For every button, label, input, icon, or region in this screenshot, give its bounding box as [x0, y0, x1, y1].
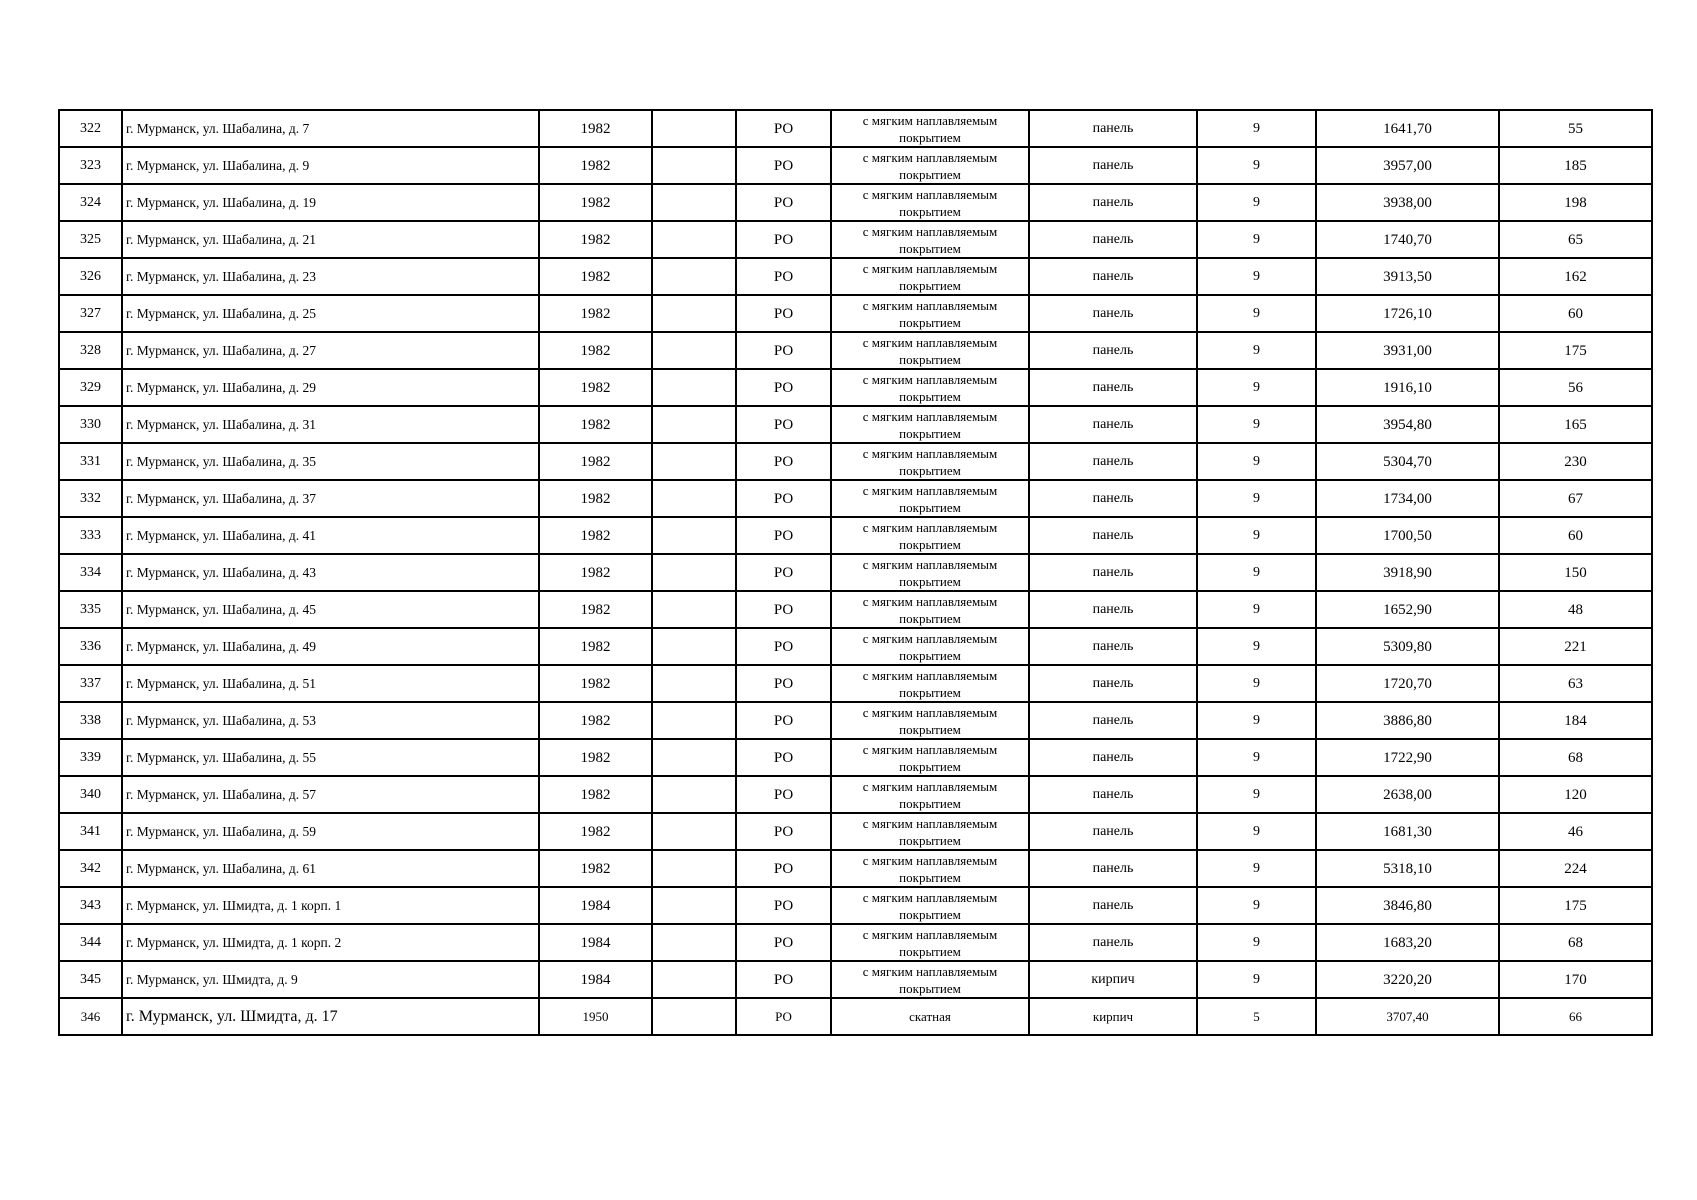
fund-type-cell: РО [736, 406, 831, 443]
row-number-cell: 338 [59, 702, 122, 739]
wall-material-cell: панель [1029, 887, 1197, 924]
area-cell: 1734,00 [1316, 480, 1499, 517]
build-year-cell: 1982 [539, 628, 652, 665]
area-cell: 5309,80 [1316, 628, 1499, 665]
area-cell: 3846,80 [1316, 887, 1499, 924]
wall-material-cell: панель [1029, 406, 1197, 443]
roof-type-cell: с мягким наплавляемым покрытием [831, 554, 1029, 591]
build-year-cell: 1982 [539, 739, 652, 776]
wall-material-cell: панель [1029, 702, 1197, 739]
wall-material-cell: панель [1029, 776, 1197, 813]
floors-cell: 9 [1197, 702, 1316, 739]
table-row [59, 406, 1652, 443]
row-number-cell: 341 [59, 813, 122, 850]
wall-material-cell: панель [1029, 443, 1197, 480]
area-cell: 3957,00 [1316, 147, 1499, 184]
fund-type-cell: РО [736, 739, 831, 776]
table-row [59, 591, 1652, 628]
floors-cell: 9 [1197, 517, 1316, 554]
roof-type-cell: с мягким наплавляемым покрытием [831, 184, 1029, 221]
address-cell: г. Мурманск, ул. Шабалина, д. 53 [122, 702, 539, 739]
row-number-cell: 329 [59, 369, 122, 406]
wall-material-cell: панель [1029, 480, 1197, 517]
area-cell: 3918,90 [1316, 554, 1499, 591]
blank-cell [652, 480, 736, 517]
area-cell: 1740,70 [1316, 221, 1499, 258]
residents-cell: 55 [1499, 110, 1652, 147]
area-cell: 1726,10 [1316, 295, 1499, 332]
wall-material-cell: панель [1029, 739, 1197, 776]
blank-cell [652, 591, 736, 628]
table-row [59, 258, 1652, 295]
address-cell: г. Мурманск, ул. Шабалина, д. 31 [122, 406, 539, 443]
area-cell: 1681,30 [1316, 813, 1499, 850]
residents-cell: 175 [1499, 332, 1652, 369]
build-year-cell: 1982 [539, 443, 652, 480]
row-number-cell: 328 [59, 332, 122, 369]
residents-cell: 175 [1499, 887, 1652, 924]
floors-cell: 9 [1197, 258, 1316, 295]
table-row [59, 998, 1652, 1035]
area-cell: 3938,00 [1316, 184, 1499, 221]
row-number-cell: 322 [59, 110, 122, 147]
residents-cell: 67 [1499, 480, 1652, 517]
row-number-cell: 324 [59, 184, 122, 221]
floors-cell: 9 [1197, 591, 1316, 628]
blank-cell [652, 406, 736, 443]
build-year-cell: 1982 [539, 517, 652, 554]
fund-type-cell: РО [736, 221, 831, 258]
fund-type-cell: РО [736, 961, 831, 998]
residents-cell: 185 [1499, 147, 1652, 184]
roof-type-cell: с мягким наплавляемым покрытием [831, 332, 1029, 369]
wall-material-cell: панель [1029, 850, 1197, 887]
residents-cell: 48 [1499, 591, 1652, 628]
build-year-cell: 1982 [539, 850, 652, 887]
residents-cell: 56 [1499, 369, 1652, 406]
build-year-cell: 1984 [539, 924, 652, 961]
residents-cell: 150 [1499, 554, 1652, 591]
residents-cell: 60 [1499, 295, 1652, 332]
row-number-cell: 326 [59, 258, 122, 295]
fund-type-cell: РО [736, 813, 831, 850]
build-year-cell: 1982 [539, 369, 652, 406]
area-cell: 3954,80 [1316, 406, 1499, 443]
floors-cell: 9 [1197, 739, 1316, 776]
table-row [59, 554, 1652, 591]
wall-material-cell: кирпич [1029, 998, 1197, 1035]
area-cell: 1916,10 [1316, 369, 1499, 406]
residents-cell: 170 [1499, 961, 1652, 998]
blank-cell [652, 369, 736, 406]
residents-cell: 68 [1499, 739, 1652, 776]
row-number-cell: 333 [59, 517, 122, 554]
blank-cell [652, 147, 736, 184]
address-cell: г. Мурманск, ул. Шабалина, д. 29 [122, 369, 539, 406]
address-cell: г. Мурманск, ул. Шабалина, д. 7 [122, 110, 539, 147]
floors-cell: 9 [1197, 110, 1316, 147]
row-number-cell: 330 [59, 406, 122, 443]
residents-cell: 230 [1499, 443, 1652, 480]
table-row [59, 702, 1652, 739]
fund-type-cell: РО [736, 850, 831, 887]
residents-cell: 66 [1499, 998, 1652, 1035]
roof-type-cell: с мягким наплавляемым покрытием [831, 591, 1029, 628]
row-number-cell: 335 [59, 591, 122, 628]
floors-cell: 9 [1197, 184, 1316, 221]
table-body [59, 110, 1652, 1035]
blank-cell [652, 443, 736, 480]
build-year-cell: 1982 [539, 258, 652, 295]
blank-cell [652, 332, 736, 369]
row-number-cell: 343 [59, 887, 122, 924]
wall-material-cell: панель [1029, 554, 1197, 591]
floors-cell: 9 [1197, 924, 1316, 961]
floors-cell: 9 [1197, 628, 1316, 665]
residents-cell: 165 [1499, 406, 1652, 443]
build-year-cell: 1984 [539, 961, 652, 998]
build-year-cell: 1982 [539, 554, 652, 591]
table-row [59, 110, 1652, 147]
address-cell: г. Мурманск, ул. Шабалина, д. 19 [122, 184, 539, 221]
fund-type-cell: РО [736, 887, 831, 924]
address-cell: г. Мурманск, ул. Шабалина, д. 59 [122, 813, 539, 850]
row-number-cell: 344 [59, 924, 122, 961]
table-row [59, 739, 1652, 776]
blank-cell [652, 517, 736, 554]
wall-material-cell: панель [1029, 665, 1197, 702]
area-cell: 5304,70 [1316, 443, 1499, 480]
floors-cell: 9 [1197, 480, 1316, 517]
roof-type-cell: с мягким наплавляемым покрытием [831, 517, 1029, 554]
fund-type-cell: РО [736, 924, 831, 961]
blank-cell [652, 295, 736, 332]
floors-cell: 9 [1197, 332, 1316, 369]
area-cell: 1700,50 [1316, 517, 1499, 554]
fund-type-cell: РО [736, 332, 831, 369]
roof-type-cell: с мягким наплавляемым покрытием [831, 628, 1029, 665]
build-year-cell: 1982 [539, 665, 652, 702]
table-row [59, 480, 1652, 517]
wall-material-cell: панель [1029, 628, 1197, 665]
wall-material-cell: панель [1029, 110, 1197, 147]
wall-material-cell: панель [1029, 147, 1197, 184]
blank-cell [652, 887, 736, 924]
blank-cell [652, 924, 736, 961]
roof-type-cell: с мягким наплавляемым покрытием [831, 887, 1029, 924]
address-cell: г. Мурманск, ул. Шмидта, д. 1 корп. 2 [122, 924, 539, 961]
roof-type-cell: с мягким наплавляемым покрытием [831, 665, 1029, 702]
row-number-cell: 336 [59, 628, 122, 665]
row-number-cell: 327 [59, 295, 122, 332]
address-cell: г. Мурманск, ул. Шабалина, д. 21 [122, 221, 539, 258]
row-number-cell: 334 [59, 554, 122, 591]
area-cell: 3931,00 [1316, 332, 1499, 369]
roof-type-cell: с мягким наплавляемым покрытием [831, 258, 1029, 295]
build-year-cell: 1982 [539, 332, 652, 369]
fund-type-cell: РО [736, 665, 831, 702]
floors-cell: 9 [1197, 221, 1316, 258]
table-row [59, 850, 1652, 887]
fund-type-cell: РО [736, 443, 831, 480]
roof-type-cell: с мягким наплавляемым покрытием [831, 221, 1029, 258]
fund-type-cell: РО [736, 554, 831, 591]
fund-type-cell: РО [736, 258, 831, 295]
address-cell: г. Мурманск, ул. Шабалина, д. 57 [122, 776, 539, 813]
address-cell: г. Мурманск, ул. Шабалина, д. 41 [122, 517, 539, 554]
wall-material-cell: панель [1029, 924, 1197, 961]
address-cell: г. Мурманск, ул. Шабалина, д. 55 [122, 739, 539, 776]
floors-cell: 9 [1197, 406, 1316, 443]
wall-material-cell: панель [1029, 258, 1197, 295]
floors-cell: 9 [1197, 295, 1316, 332]
roof-type-cell: с мягким наплавляемым покрытием [831, 813, 1029, 850]
wall-material-cell: панель [1029, 332, 1197, 369]
blank-cell [652, 850, 736, 887]
build-year-cell: 1982 [539, 776, 652, 813]
blank-cell [652, 961, 736, 998]
blank-cell [652, 776, 736, 813]
table-row [59, 184, 1652, 221]
fund-type-cell: РО [736, 184, 831, 221]
row-number-cell: 325 [59, 221, 122, 258]
fund-type-cell: РО [736, 147, 831, 184]
floors-cell: 5 [1197, 998, 1316, 1035]
floors-cell: 9 [1197, 147, 1316, 184]
wall-material-cell: кирпич [1029, 961, 1197, 998]
build-year-cell: 1982 [539, 184, 652, 221]
table-row [59, 332, 1652, 369]
row-number-cell: 323 [59, 147, 122, 184]
area-cell: 3886,80 [1316, 702, 1499, 739]
row-number-cell: 337 [59, 665, 122, 702]
build-year-cell: 1982 [539, 591, 652, 628]
blank-cell [652, 184, 736, 221]
roof-type-cell: с мягким наплавляемым покрытием [831, 369, 1029, 406]
address-cell: г. Мурманск, ул. Шабалина, д. 49 [122, 628, 539, 665]
roof-type-cell: с мягким наплавляемым покрытием [831, 147, 1029, 184]
row-number-cell: 346 [59, 998, 122, 1035]
area-cell: 3707,40 [1316, 998, 1499, 1035]
blank-cell [652, 813, 736, 850]
address-cell: г. Мурманск, ул. Шмидта, д. 9 [122, 961, 539, 998]
residents-cell: 68 [1499, 924, 1652, 961]
roof-type-cell: с мягким наплавляемым покрытием [831, 850, 1029, 887]
fund-type-cell: РО [736, 702, 831, 739]
blank-cell [652, 998, 736, 1035]
floors-cell: 9 [1197, 665, 1316, 702]
wall-material-cell: панель [1029, 295, 1197, 332]
floors-cell: 9 [1197, 554, 1316, 591]
table-row [59, 924, 1652, 961]
residents-cell: 184 [1499, 702, 1652, 739]
area-cell: 1683,20 [1316, 924, 1499, 961]
table-row [59, 776, 1652, 813]
residents-cell: 63 [1499, 665, 1652, 702]
blank-cell [652, 221, 736, 258]
blank-cell [652, 110, 736, 147]
table-row [59, 221, 1652, 258]
roof-type-cell: с мягким наплавляемым покрытием [831, 110, 1029, 147]
table-row [59, 443, 1652, 480]
row-number-cell: 342 [59, 850, 122, 887]
fund-type-cell: РО [736, 591, 831, 628]
address-cell: г. Мурманск, ул. Шабалина, д. 43 [122, 554, 539, 591]
table-row [59, 517, 1652, 554]
roof-type-cell: с мягким наплавляемым покрытием [831, 406, 1029, 443]
fund-type-cell: РО [736, 776, 831, 813]
floors-cell: 9 [1197, 813, 1316, 850]
row-number-cell: 339 [59, 739, 122, 776]
address-cell: г. Мурманск, ул. Шабалина, д. 27 [122, 332, 539, 369]
build-year-cell: 1982 [539, 813, 652, 850]
residents-cell: 224 [1499, 850, 1652, 887]
address-cell: г. Мурманск, ул. Шабалина, д. 9 [122, 147, 539, 184]
area-cell: 3913,50 [1316, 258, 1499, 295]
fund-type-cell: РО [736, 369, 831, 406]
floors-cell: 9 [1197, 443, 1316, 480]
blank-cell [652, 554, 736, 591]
address-cell: г. Мурманск, ул. Шабалина, д. 51 [122, 665, 539, 702]
area-cell: 1641,70 [1316, 110, 1499, 147]
area-cell: 1722,90 [1316, 739, 1499, 776]
row-number-cell: 340 [59, 776, 122, 813]
wall-material-cell: панель [1029, 221, 1197, 258]
residents-cell: 198 [1499, 184, 1652, 221]
roof-type-cell: с мягким наплавляемым покрытием [831, 924, 1029, 961]
build-year-cell: 1982 [539, 221, 652, 258]
area-cell: 5318,10 [1316, 850, 1499, 887]
residents-cell: 221 [1499, 628, 1652, 665]
residents-cell: 65 [1499, 221, 1652, 258]
roof-type-cell: с мягким наплавляемым покрытием [831, 443, 1029, 480]
address-cell: г. Мурманск, ул. Шабалина, д. 35 [122, 443, 539, 480]
address-cell: г. Мурманск, ул. Шабалина, д. 37 [122, 480, 539, 517]
table-row [59, 961, 1652, 998]
address-cell: г. Мурманск, ул. Шмидта, д. 17 [122, 998, 539, 1035]
row-number-cell: 332 [59, 480, 122, 517]
fund-type-cell: РО [736, 480, 831, 517]
blank-cell [652, 702, 736, 739]
floors-cell: 9 [1197, 887, 1316, 924]
wall-material-cell: панель [1029, 591, 1197, 628]
area-cell: 2638,00 [1316, 776, 1499, 813]
table-row [59, 628, 1652, 665]
address-cell: г. Мурманск, ул. Шабалина, д. 45 [122, 591, 539, 628]
roof-type-cell: с мягким наплавляемым покрытием [831, 480, 1029, 517]
roof-type-cell: с мягким наплавляемым покрытием [831, 295, 1029, 332]
fund-type-cell: РО [736, 628, 831, 665]
wall-material-cell: панель [1029, 369, 1197, 406]
fund-type-cell: РО [736, 998, 831, 1035]
roof-type-cell: с мягким наплавляемым покрытием [831, 776, 1029, 813]
build-year-cell: 1982 [539, 110, 652, 147]
table-row [59, 887, 1652, 924]
residents-cell: 162 [1499, 258, 1652, 295]
floors-cell: 9 [1197, 369, 1316, 406]
table-row [59, 369, 1652, 406]
wall-material-cell: панель [1029, 813, 1197, 850]
roof-type-cell: с мягким наплавляемым покрытием [831, 961, 1029, 998]
address-cell: г. Мурманск, ул. Шабалина, д. 61 [122, 850, 539, 887]
roof-type-cell: с мягким наплавляемым покрытием [831, 702, 1029, 739]
area-cell: 3220,20 [1316, 961, 1499, 998]
area-cell: 1720,70 [1316, 665, 1499, 702]
build-year-cell: 1982 [539, 406, 652, 443]
address-cell: г. Мурманск, ул. Шмидта, д. 1 корп. 1 [122, 887, 539, 924]
build-year-cell: 1982 [539, 702, 652, 739]
roof-type-cell: скатная [831, 998, 1029, 1035]
floors-cell: 9 [1197, 961, 1316, 998]
wall-material-cell: панель [1029, 184, 1197, 221]
blank-cell [652, 628, 736, 665]
table-row [59, 665, 1652, 702]
housing-registry-table [58, 109, 1653, 1036]
blank-cell [652, 665, 736, 702]
residents-cell: 60 [1499, 517, 1652, 554]
table-row [59, 147, 1652, 184]
build-year-cell: 1982 [539, 147, 652, 184]
floors-cell: 9 [1197, 850, 1316, 887]
roof-type-cell: с мягким наплавляемым покрытием [831, 739, 1029, 776]
fund-type-cell: РО [736, 517, 831, 554]
table-row [59, 813, 1652, 850]
area-cell: 1652,90 [1316, 591, 1499, 628]
fund-type-cell: РО [736, 295, 831, 332]
build-year-cell: 1982 [539, 480, 652, 517]
row-number-cell: 345 [59, 961, 122, 998]
row-number-cell: 331 [59, 443, 122, 480]
build-year-cell: 1982 [539, 295, 652, 332]
table-row [59, 295, 1652, 332]
build-year-cell: 1984 [539, 887, 652, 924]
fund-type-cell: РО [736, 110, 831, 147]
residents-cell: 120 [1499, 776, 1652, 813]
address-cell: г. Мурманск, ул. Шабалина, д. 23 [122, 258, 539, 295]
build-year-cell: 1950 [539, 998, 652, 1035]
residents-cell: 46 [1499, 813, 1652, 850]
floors-cell: 9 [1197, 776, 1316, 813]
address-cell: г. Мурманск, ул. Шабалина, д. 25 [122, 295, 539, 332]
blank-cell [652, 739, 736, 776]
wall-material-cell: панель [1029, 517, 1197, 554]
blank-cell [652, 258, 736, 295]
